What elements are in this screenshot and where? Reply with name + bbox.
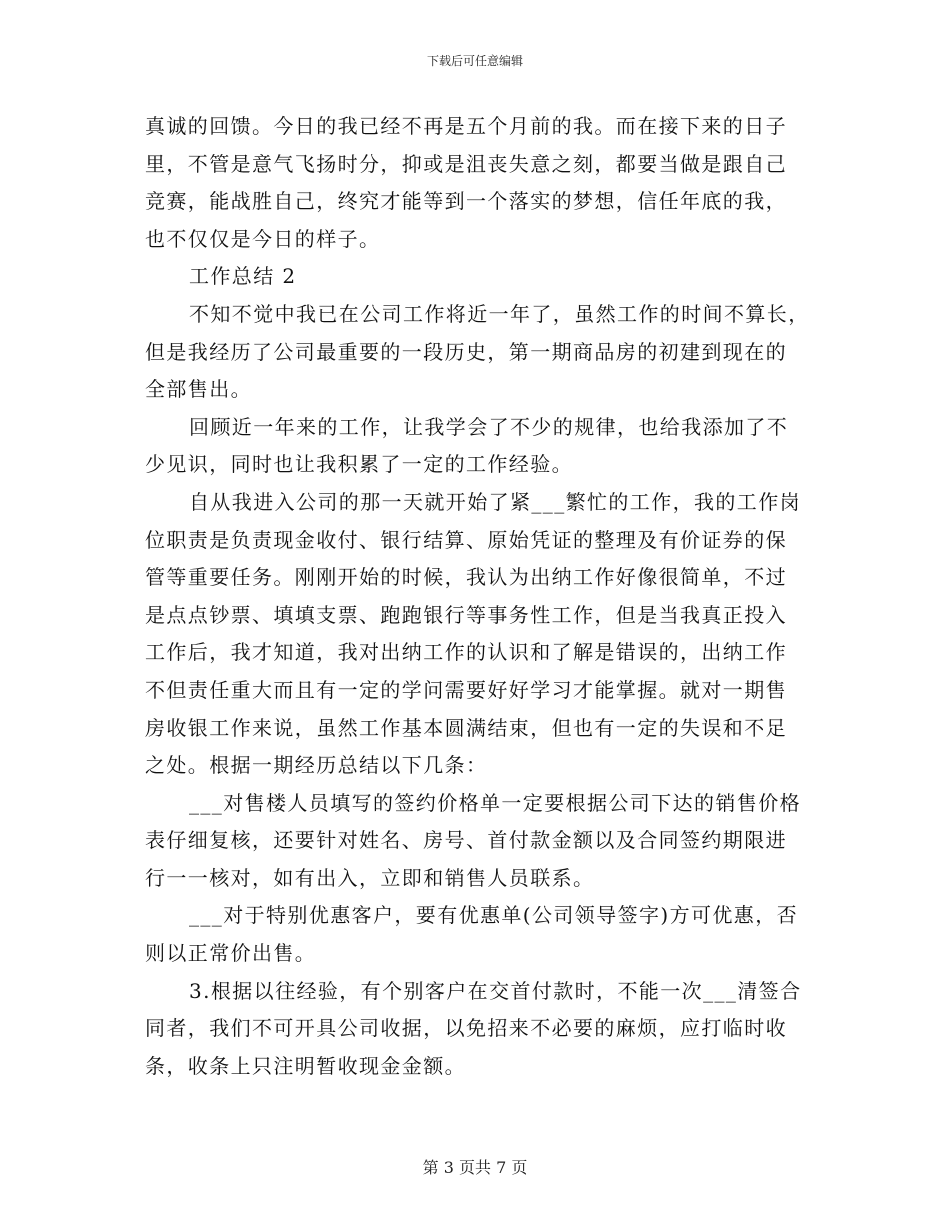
text-line: 不知不觉中我已在公司工作将近一年了，虽然工作的时间不算长，	[189, 301, 810, 326]
text-line: 但是我经历了公司最重要的一段历史，第一期商品房的初建到现在的	[145, 339, 787, 364]
text-line: 工作总结 2	[189, 264, 297, 289]
text-line: 真诚的回馈。今日的我已经不再是五个月前的我。而在接下来的日子	[145, 114, 787, 138]
text-line: 是点点钞票、填填支票、跑跑银行等事务性工作，但是当我真正投入	[145, 602, 787, 627]
text-line: 行一一核对，如有出入，立即和销售人员联系。	[145, 865, 595, 890]
text-line: 管等重要任务。刚刚开始的时候，我认为出纳工作好像很简单，不过	[145, 565, 787, 590]
text-line: 之处。根据一期经历总结以下几条：	[145, 753, 488, 778]
text-line: 表仔细复核，还要针对姓名、房号、首付款金额以及合同签约期限进	[145, 828, 787, 853]
text-line: 位职责是负责现金收付、银行结算、原始凭证的整理及有价证券的保	[145, 527, 787, 552]
document-body	[145, 108, 810, 1085]
text-line: 自从我进入公司的那一天就开始了紧___繁忙的工作，我的工作岗	[189, 489, 801, 514]
text-line: 少见识，同时也让我积累了一定的工作经验。	[145, 452, 573, 477]
text-line: ___对售楼人员填写的签约价格单一定要根据公司下达的销售价格	[189, 790, 801, 815]
text-line: 3.根据以往经验，有个别客户在交首付款时，不能一次___清签合	[189, 978, 802, 1003]
text-line: 全部售出。	[145, 377, 252, 402]
text-line: 不但责任重大而且有一定的学问需要好好学习才能掌握。就对一期售	[145, 677, 787, 702]
text-line: 条，收条上只注明暂收现金金额。	[145, 1053, 466, 1078]
text-line: 回顾近一年来的工作，让我学会了不少的规律，也给我添加了不	[189, 414, 789, 439]
text-line: 同者，我们不可开具公司收据，以免招来不必要的麻烦，应打临时收	[145, 1016, 787, 1041]
page-number: 第 3 页共 7 页	[422, 1158, 528, 1177]
text-line: 则以正常价出售。	[145, 941, 317, 966]
text-line: 竞赛，能战胜自己，终究才能等到一个落实的梦想，信任年底的我，	[145, 189, 787, 214]
text-line: 工作后，我才知道，我对出纳工作的认识和了解是错误的，出纳工作	[145, 640, 787, 665]
text-line: 里，不管是意气飞扬时分，抑或是沮丧失意之刻，都要当做是跟自己	[145, 151, 787, 176]
text-line: 也不仅仅是今日的样子。	[145, 226, 381, 251]
text-line: 房收银工作来说，虽然工作基本圆满结束，但也有一定的失误和不足	[145, 715, 787, 740]
text-line: ___对于特别优惠客户，要有优惠单(公司领导签字)方可优惠，否	[189, 903, 799, 928]
page-header: 下载后可任意编辑	[426, 54, 523, 68]
